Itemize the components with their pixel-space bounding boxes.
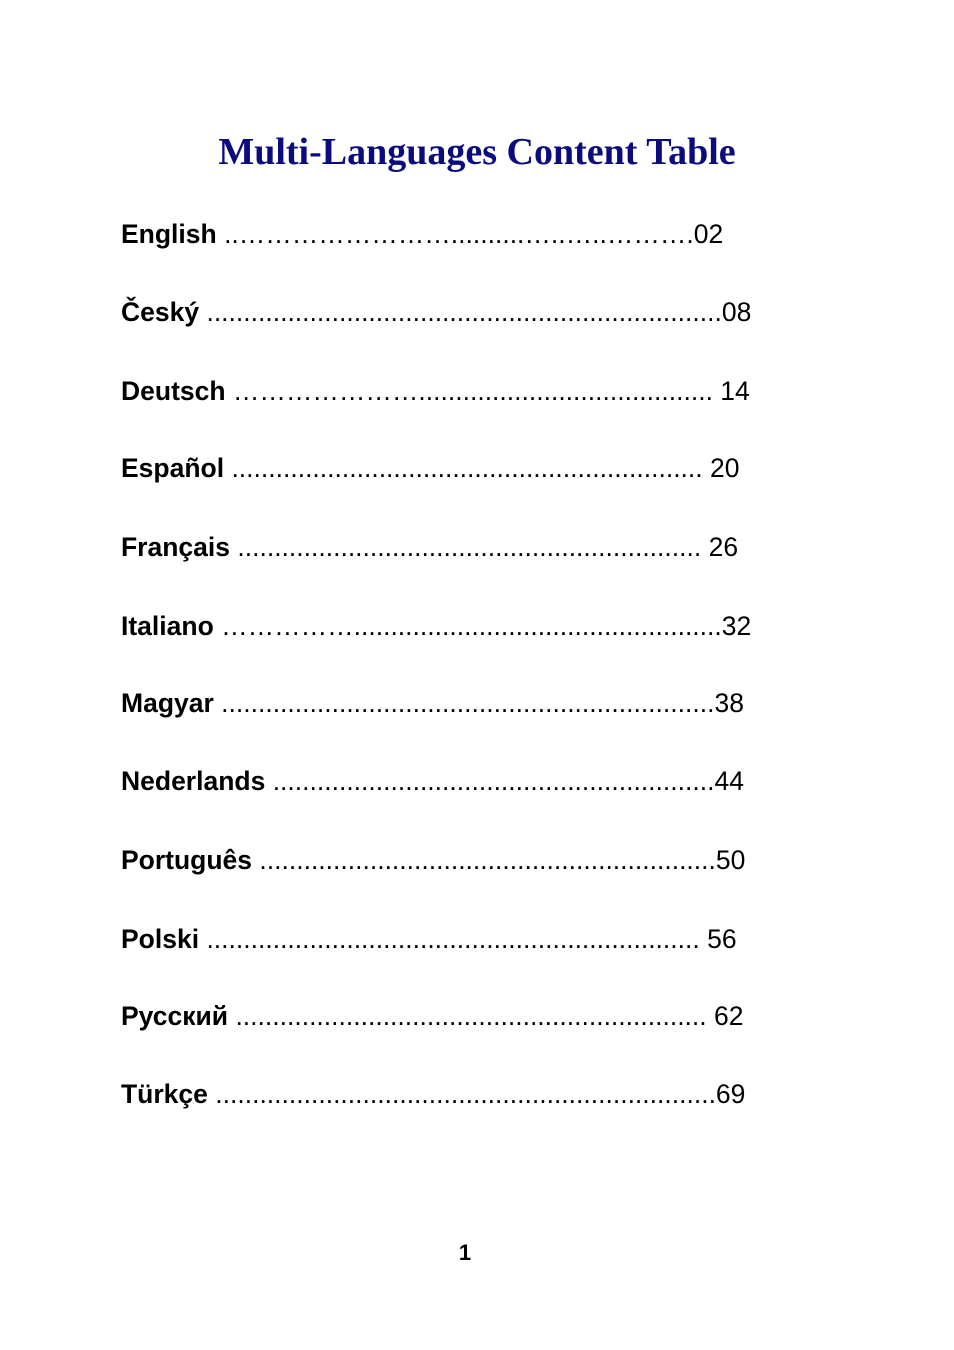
- toc-language: English: [121, 219, 217, 249]
- toc-language: Français: [121, 532, 231, 562]
- toc-leader: ...............................................................: [230, 532, 702, 562]
- toc-entry-magyar: [121, 686, 744, 720]
- toc-entry-polski: [121, 922, 737, 956]
- toc-leader: ...................................................................: [207, 1079, 709, 1109]
- toc-page-number: 56: [699, 924, 737, 954]
- toc-leader: …………….................................................: [213, 611, 715, 641]
- toc-page-number: .02: [686, 219, 724, 249]
- toc-page-number: 26: [701, 532, 739, 562]
- toc-page-number: .50: [708, 845, 746, 875]
- toc-leader: ..................................................................: [213, 688, 708, 718]
- toc-entry-nederlands: [121, 764, 744, 798]
- toc-page-number: 62: [706, 1001, 744, 1031]
- toc-page-number: .44: [707, 766, 744, 796]
- toc-entry-espanol: [121, 451, 740, 485]
- toc-leader: .............................................................: [252, 845, 709, 875]
- toc-page-number: 20: [702, 453, 740, 483]
- toc-language: Italiano: [121, 611, 214, 641]
- toc-language: Český: [121, 297, 200, 327]
- toc-entry-deutsch: [121, 374, 750, 408]
- toc-page-number: .08: [714, 297, 752, 327]
- toc-entry-portugues: [121, 843, 745, 877]
- toc-language: Deutsch: [121, 376, 226, 406]
- toc-leader: ................................................................: [224, 453, 703, 483]
- page-number: 1: [458, 1240, 472, 1265]
- toc-entry-italiano: [121, 609, 751, 643]
- toc-leader: …………………........................................: [225, 376, 713, 406]
- toc-leader: .....................................................................: [199, 297, 715, 327]
- toc-entry-russkiy: [121, 999, 744, 1033]
- toc-page-number: .32: [714, 611, 752, 641]
- toc-language: Русский: [121, 1001, 229, 1031]
- toc-entry-english: [121, 217, 723, 251]
- toc-leader: ..……………………..........…..…..………: [216, 219, 687, 249]
- toc-page-number: .38: [707, 688, 744, 718]
- toc-page-number: 14: [712, 376, 750, 406]
- toc-language: Nederlands: [121, 766, 266, 796]
- toc-entry-francais: [121, 530, 738, 564]
- toc-language: Português: [121, 845, 253, 875]
- toc-language: Español: [121, 453, 225, 483]
- toc-language: Türkçe: [121, 1079, 208, 1109]
- page-title: Multi-Languages Content Table: [218, 131, 736, 173]
- toc-entry-cesky: [121, 295, 751, 329]
- toc-leader: ...................................................................: [199, 924, 700, 954]
- toc-leader: ...........................................................: [265, 766, 708, 796]
- toc-page-number: .69: [708, 1079, 746, 1109]
- toc-language: Magyar: [121, 688, 214, 718]
- toc-leader: ................................................................: [228, 1001, 707, 1031]
- toc-entry-turkce: [121, 1077, 745, 1111]
- toc-language: Polski: [121, 924, 200, 954]
